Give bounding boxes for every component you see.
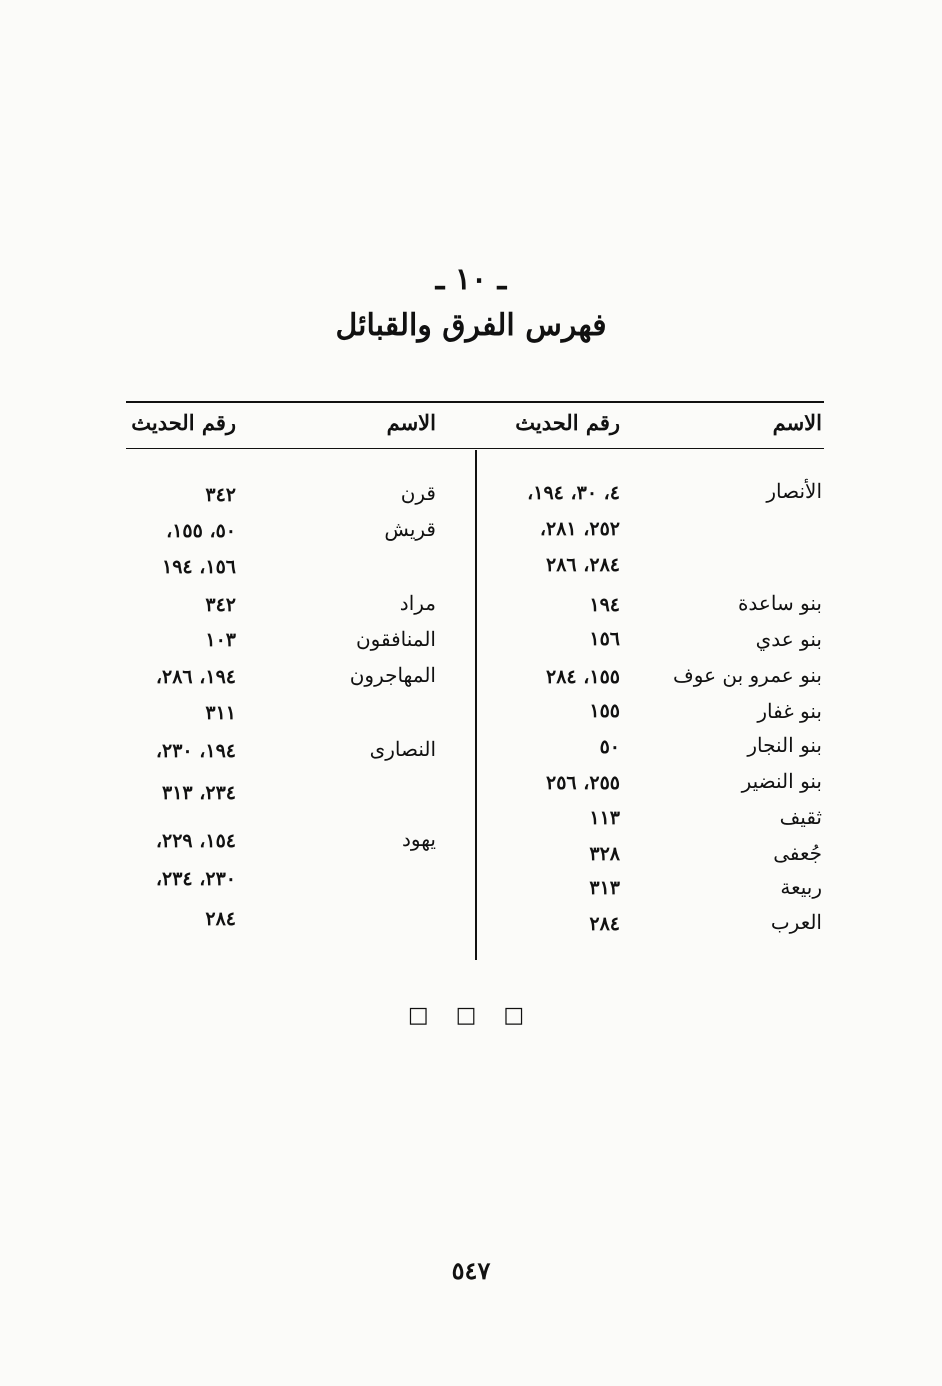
entry-numbers: ٣٤٢ <box>205 594 236 616</box>
entry-numbers: ١٥٥، ٢٨٤ <box>546 666 620 688</box>
section-number: ـ ١٠ ـ <box>435 262 507 297</box>
entry-name: بنو النجار <box>747 733 822 757</box>
page-number: ٥٤٧ <box>451 1256 491 1285</box>
section-end-ornament: □ □ □ <box>407 1003 535 1028</box>
entry-name: الأنصار <box>766 479 822 503</box>
entry-name: يهود <box>401 827 436 851</box>
entry-numbers: ٢٥٢، ٢٨١، <box>539 518 620 540</box>
entry-name: جُعفى <box>773 841 822 865</box>
column-divider <box>475 450 477 960</box>
entry-name: بنو عدي <box>755 627 822 651</box>
entry-name: المنافقون <box>355 627 436 651</box>
entry-numbers: ٥٠ <box>599 736 620 758</box>
entry-numbers: ١٩٤، ٢٨٦، <box>155 666 236 688</box>
entry-name: النصارى <box>369 737 436 761</box>
entry-numbers: ١٩٤، ٢٣٠، <box>155 740 236 762</box>
entry-numbers: ١٥٦، ١٩٤ <box>162 556 236 578</box>
entry-name: مراد <box>399 591 436 615</box>
entry-numbers: ٣٢٨ <box>589 843 620 865</box>
entry-numbers: ٢٨٤ <box>589 913 620 935</box>
header-hadith-number-left: رقم الحديث <box>131 410 236 435</box>
entry-name: بنو النضير <box>741 769 822 793</box>
entry-numbers: ٢٣٠، ٢٣٤، <box>155 868 236 890</box>
entry-name: ربيعة <box>780 875 822 899</box>
entry-numbers: ٢٣٤، ٣١٣ <box>162 782 236 804</box>
entry-numbers: ١٥٥ <box>589 700 620 722</box>
entry-name: المهاجرون <box>349 663 436 687</box>
header-name-right: الاسم <box>772 410 822 435</box>
entry-name: قريش <box>384 517 436 541</box>
entry-numbers: ١٥٤، ٢٢٩، <box>155 830 236 852</box>
page-title: فهرس الفرق والقبائل <box>335 308 607 343</box>
entry-numbers: ٥٠، ١٥٥، <box>166 520 236 542</box>
entry-numbers: ١٠٣ <box>205 629 236 651</box>
entry-numbers: ٣١٣ <box>589 877 620 899</box>
entry-name: ثقيف <box>779 805 822 829</box>
entry-numbers: ٣١١ <box>205 702 236 724</box>
entry-numbers: ١١٣ <box>589 807 620 829</box>
header-name-left: الاسم <box>386 410 436 435</box>
entry-name: بنو عمرو بن عوف <box>673 663 822 687</box>
entry-numbers: ٢٨٤ <box>205 908 236 930</box>
entry-numbers: ١٩٤ <box>589 594 620 616</box>
entry-numbers: ١٥٦ <box>589 628 620 650</box>
header-hadith-number-right: رقم الحديث <box>515 410 620 435</box>
entry-numbers: ٣٤٢ <box>205 484 236 506</box>
entry-name: العرب <box>770 910 822 934</box>
entry-numbers: ٤، ٣٠، ١٩٤، <box>527 482 620 504</box>
table-header-rule <box>126 448 824 449</box>
entry-name: بنو غفار <box>757 699 822 723</box>
entry-name: قرن <box>400 481 436 505</box>
entry-numbers: ٢٥٥، ٢٥٦ <box>546 772 620 794</box>
table-top-rule <box>126 401 824 403</box>
entry-numbers: ٢٨٤، ٢٨٦ <box>546 554 620 576</box>
entry-name: بنو ساعدة <box>737 591 822 615</box>
